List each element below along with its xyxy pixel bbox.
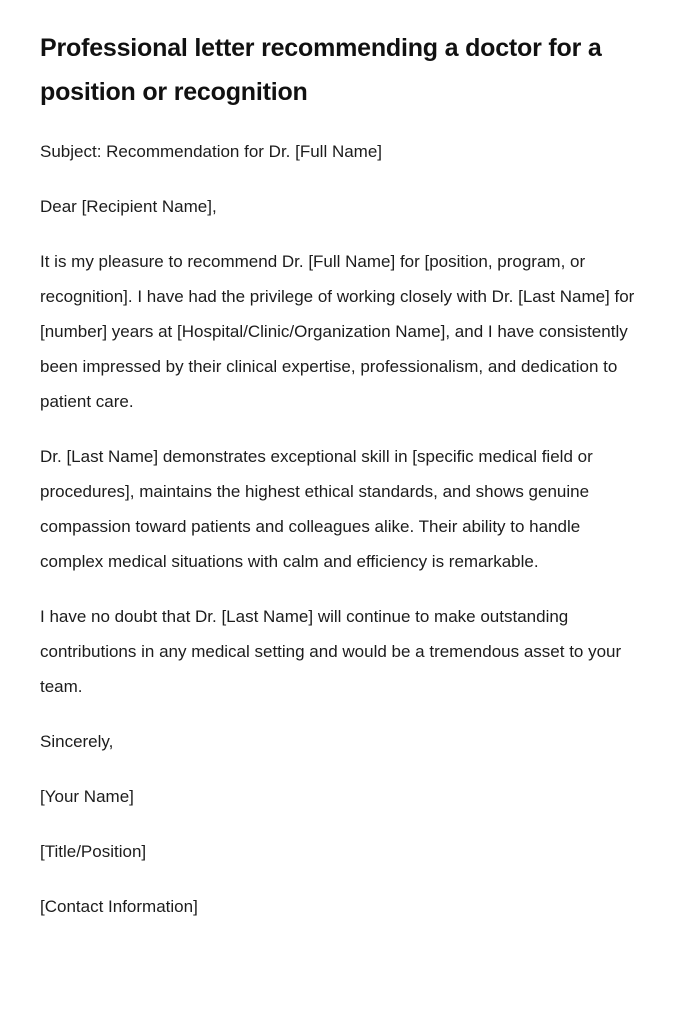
subject-line: Subject: Recommendation for Dr. [Full Name] bbox=[40, 142, 383, 161]
body-paragraph-2: Dr. [Last Name] demonstrates exceptional skill in [specific medical field or procedures], maintains the highest ethical standards, and shows genuine compassion toward patients and colleagues alike. Their ability to handle complex medical situations with calm and efficiency is remarkable. bbox=[40, 447, 593, 571]
body-paragraph-3: I have no doubt that Dr. [Last Name] will continue to make outstanding contributions in any medical setting and would be a tremendous asset to your team. bbox=[40, 607, 622, 696]
signature-name-placeholder: [Your Name] bbox=[40, 787, 134, 806]
body-paragraph-1: It is my pleasure to recommend Dr. [Full Name] for [position, program, or recognition]. I have had the privilege of working closely with Dr. [Last Name] for [number] years at [Hospital/Clinic/Organization Name], and I have consistently been impressed by their clinical expertise, professionalism, and dedication to patient care. bbox=[40, 252, 635, 411]
signature-contact-placeholder: [Contact Information] bbox=[40, 897, 198, 916]
salutation: Dear [Recipient Name], bbox=[40, 197, 217, 216]
signature-title-placeholder: [Title/Position] bbox=[40, 842, 147, 861]
page-title: Professional letter recommending a doctor for a position or recognition bbox=[40, 34, 602, 106]
closing-line: Sincerely, bbox=[40, 732, 114, 751]
